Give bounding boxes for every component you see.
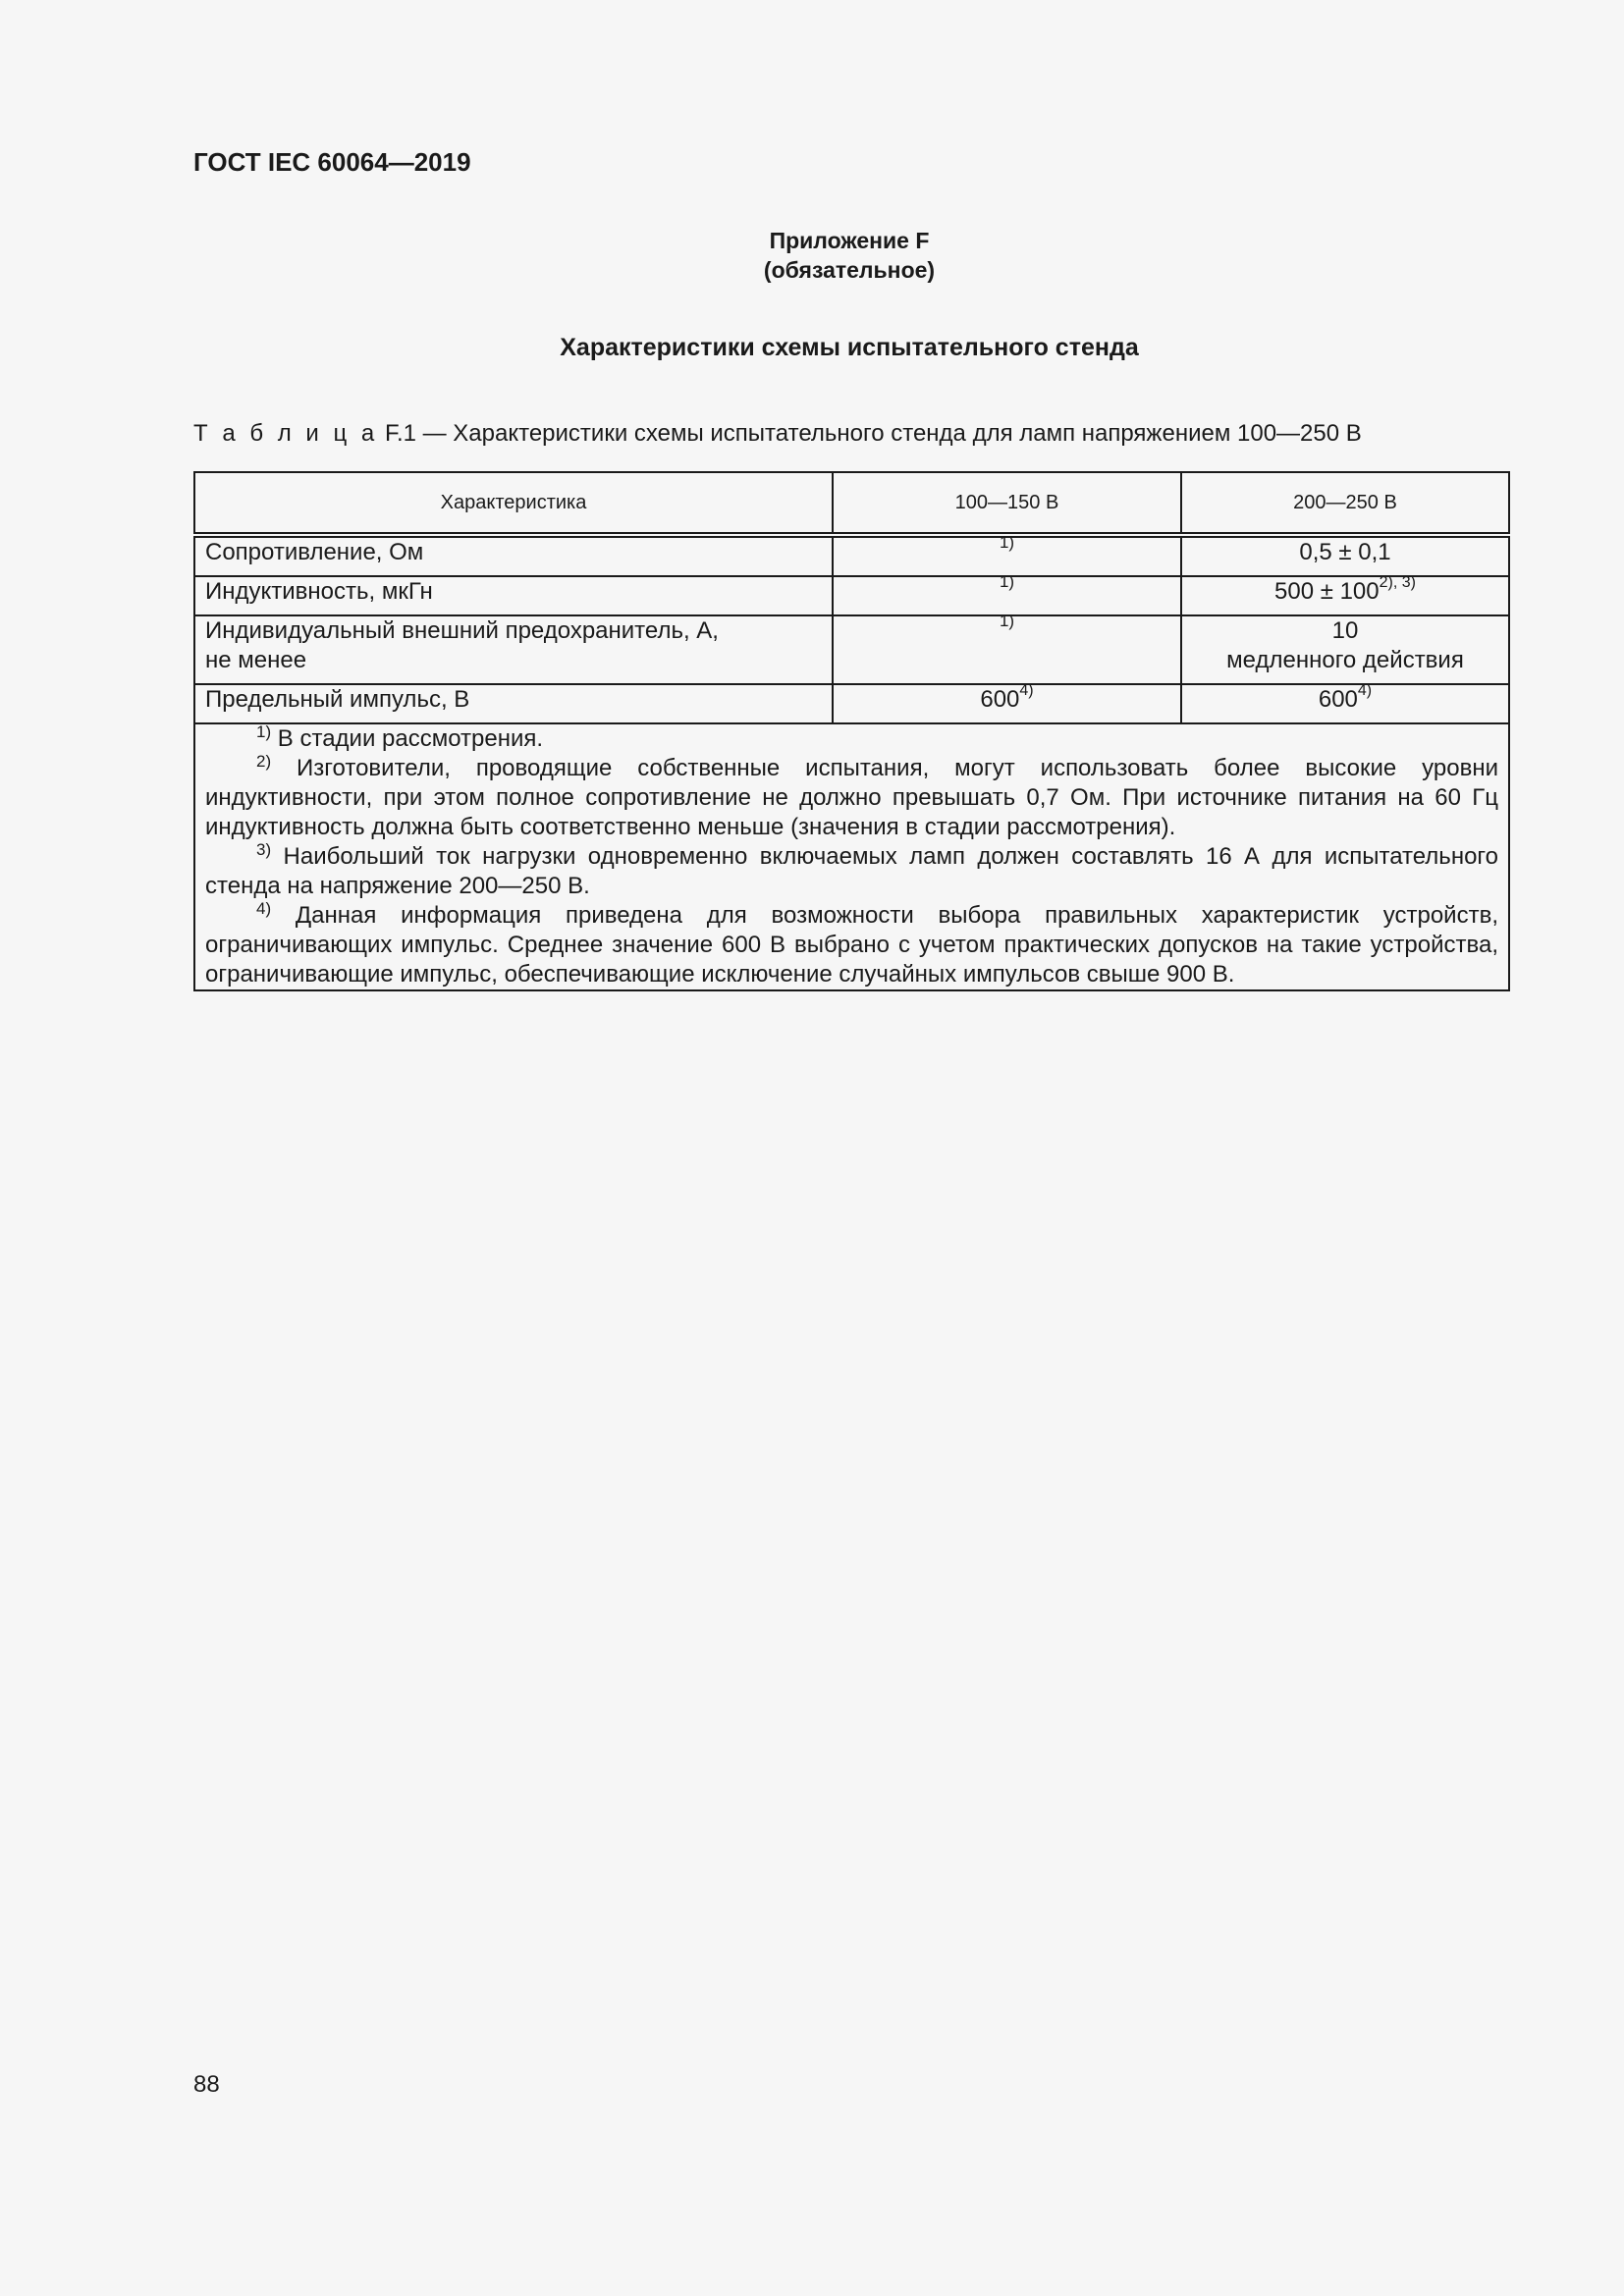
- row-label: Предельный импульс, В: [194, 684, 833, 723]
- footnote-ref: 4): [1357, 682, 1373, 699]
- footnote-ref: 1): [999, 533, 1015, 552]
- characteristics-table: [193, 471, 1510, 991]
- footnote: $^{2)}$ Изготовители, проводящие собственные испытания, могут использовать более высокие уровни индуктивности, при этом полное сопротивление не должно превышать 0,7 Ом. При источнике питания на 60 Гц индуктивность должна быть соответственно меньше (значения в стадии рассмотрения).: [205, 752, 1498, 840]
- table-caption-prefix: Т а б л и ц а: [193, 420, 379, 447]
- table-row: [194, 684, 1509, 723]
- table-row: [194, 615, 1509, 684]
- row-value-200-250v: 10 медленного действия: [1181, 615, 1509, 684]
- row-value-200-250v: 600$^{4)}$: [1181, 684, 1509, 723]
- table-row: [194, 535, 1509, 576]
- header-200-250v: 200—250 В: [1181, 472, 1509, 535]
- table-notes-row: [194, 723, 1509, 990]
- row-label: Индивидуальный внешний предохранитель, А, не менее: [194, 615, 833, 684]
- header-characteristic: Характеристика: [194, 472, 833, 535]
- footnote-ref: 1): [999, 612, 1015, 630]
- table-header-row: [194, 472, 1509, 535]
- row-value-100-150v: 600$^{4)}$: [833, 684, 1181, 723]
- table-row: [194, 576, 1509, 615]
- footnote: $^{3)}$ Наибольший ток нагрузки одновременно включаемых ламп должен составлять 16 А для испытательного стенда на напряжение 200—250 В.: [205, 840, 1498, 899]
- table-caption: [193, 420, 1362, 448]
- footnote-ref: 1): [999, 572, 1015, 591]
- section-title: Характеристики схемы испытательного стенда: [560, 334, 1139, 361]
- footnote-ref: 4): [1019, 682, 1034, 699]
- row-label: Сопротивление, Ом: [194, 535, 833, 576]
- footnote-ref: 2), 3): [1379, 574, 1416, 591]
- row-value-100-150v: [833, 612, 1181, 684]
- table-caption-text: F.1 — Характеристики схемы испытательного стенда для ламп напряжением 100—250 В: [384, 420, 1362, 447]
- row-value-200-250v: 0,5 ± 0,1: [1181, 535, 1509, 576]
- page-number: 88: [193, 2071, 220, 2098]
- annex-title: Приложение F: [769, 228, 930, 253]
- row-value-100-150v: [833, 535, 1181, 576]
- table-notes: [194, 723, 1509, 990]
- row-label: Индуктивность, мкГн: [194, 576, 833, 615]
- header-100-150v: 100—150 В: [833, 472, 1181, 535]
- annex-status: (обязательное): [763, 257, 936, 283]
- document-id: ГОСТ IEC 60064—2019: [193, 147, 471, 177]
- footnote: $^{1)}$ В стадии рассмотрения.: [256, 722, 544, 752]
- row-value-200-250v: $500 \pm 100^{2), 3)}$: [1181, 576, 1509, 615]
- footnote: $^{4)}$ Данная информация приведена для возможности выбора правильных характеристик устройств, ограничивающих импульс. Среднее значение 600 В выбрано с учетом практических допусков на такие устройства, ограничивающие импульс, обеспечивающие исключение случайных импульсов свыше 900 В.: [205, 899, 1498, 988]
- row-value-100-150v: [833, 572, 1181, 615]
